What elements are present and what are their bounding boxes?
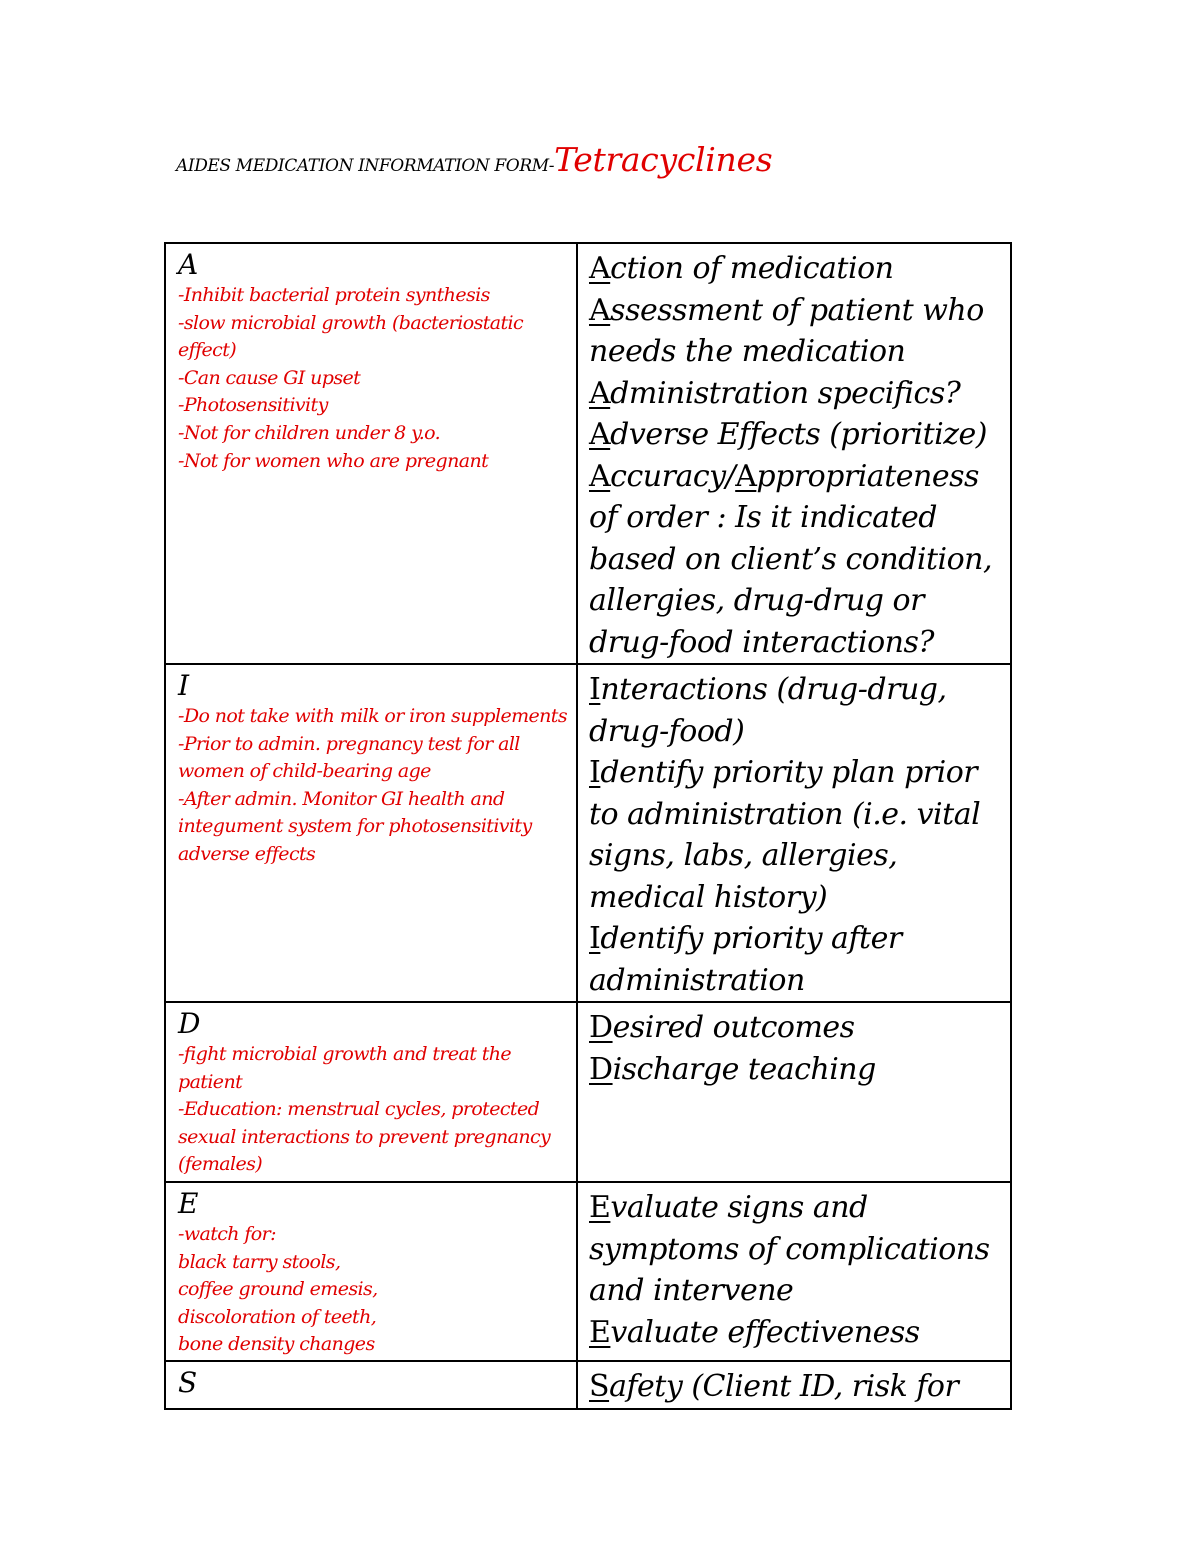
table-row-s: [165, 1361, 1011, 1409]
notes-cell-a: [165, 243, 577, 664]
guide-item: [589, 248, 1010, 290]
row-notes: -Inhibit bacterial protein synthesis -slow microbial growth (bacteriostatic effect) -Can cause GI upset -Photosensitivity -Not for children under 8 y.o. -Not for women who are pregnant: [178, 284, 524, 472]
row-letter: I: [178, 669, 190, 702]
notes-cell-d: [165, 1002, 577, 1182]
item-text: dentify priority after administration: [589, 921, 902, 998]
item-initial: E: [589, 1190, 611, 1225]
item-text: ppropriateness of order : Is it indicated based on client’s condition, allergies, drug-drug or drug-food interactions?: [589, 458, 993, 660]
guide-item: [589, 456, 1010, 664]
item-initial: A: [589, 375, 611, 411]
guide-item: [589, 1049, 1010, 1091]
table-row-i: [165, 664, 1011, 1002]
guide-item: [589, 290, 1010, 373]
item-text: afety (Client ID, risk for: [609, 1369, 959, 1404]
notes-cell-e: [165, 1182, 577, 1361]
item-text: dentify priority plan prior to administration (i.e. vital signs, labs, allergies, medical history): [589, 755, 981, 915]
guide-item: [589, 1007, 1010, 1049]
item-text: esired outcomes: [612, 1010, 855, 1045]
guide-item: [589, 414, 1010, 456]
guide-item: [589, 1187, 1010, 1312]
item-initial: A: [589, 458, 611, 494]
guide-cell-e: [577, 1182, 1011, 1361]
item-initial: I: [589, 672, 601, 707]
row-letter: S: [178, 1366, 198, 1399]
form-title: AIDES MEDICATION INFORMATION FORM-: [176, 156, 555, 176]
row-notes: -watch for: black tarry stools, coffee ground emesis, discoloration of teeth, bone density changes: [178, 1223, 378, 1356]
item-initial: I: [589, 921, 601, 956]
notes-cell-i: [165, 664, 577, 1002]
item-text: ssessment of patient who needs the medication: [589, 292, 984, 369]
guide-item: [589, 1312, 1010, 1354]
item-initial: A: [735, 458, 757, 494]
item-text: valuate signs and symptoms of complications and intervene: [589, 1190, 990, 1308]
item-initial: E: [589, 1314, 611, 1350]
item-initial: A: [589, 292, 611, 328]
table-row-d: [165, 1002, 1011, 1182]
guide-item: [589, 918, 1010, 1001]
item-text: ction of medication: [610, 251, 894, 286]
item-initial: S: [589, 1369, 610, 1404]
item-text: valuate effectiveness: [610, 1314, 920, 1350]
item-text: ischarge teaching: [612, 1051, 876, 1087]
row-letter: D: [178, 1007, 201, 1040]
aides-table: [164, 242, 1012, 1410]
row-notes: -fight microbial growth and treat the patient -Education: menstrual cycles, protected sexual interactions to prevent pregnancy (females): [178, 1043, 551, 1176]
guide-cell-a: [577, 243, 1011, 664]
item-text: nteractions (drug-drug, drug-food): [589, 672, 947, 749]
row-letter: A: [178, 248, 199, 281]
item-initial: D: [589, 1010, 613, 1045]
item-text: dverse Effects (prioritize): [610, 417, 988, 452]
item-initial: I: [589, 755, 601, 790]
guide-cell-s: [577, 1361, 1011, 1409]
table-row-a: [165, 243, 1011, 664]
guide-cell-i: [577, 664, 1011, 1002]
drug-name: Tetracyclines: [554, 140, 773, 179]
guide-item: [589, 669, 1010, 752]
item-text: ccuracy/: [610, 458, 736, 494]
row-notes: -Do not take with milk or iron supplements -Prior to admin. pregnancy test for all women of child-bearing age -After admin. Monitor GI health and integument system for photosensitivity adverse effects: [178, 705, 567, 865]
item-initial: A: [589, 251, 611, 286]
row-letter: E: [178, 1187, 199, 1220]
notes-cell-s: [165, 1361, 577, 1409]
table-row-e: [165, 1182, 1011, 1361]
guide-item: [589, 752, 1010, 918]
guide-item: [589, 1366, 1010, 1408]
item-text: dministration specifics?: [610, 375, 961, 411]
guide-cell-d: [577, 1002, 1011, 1182]
guide-item: [589, 373, 1010, 415]
item-initial: A: [589, 417, 611, 452]
page-title: [176, 140, 772, 179]
item-initial: D: [589, 1051, 613, 1087]
